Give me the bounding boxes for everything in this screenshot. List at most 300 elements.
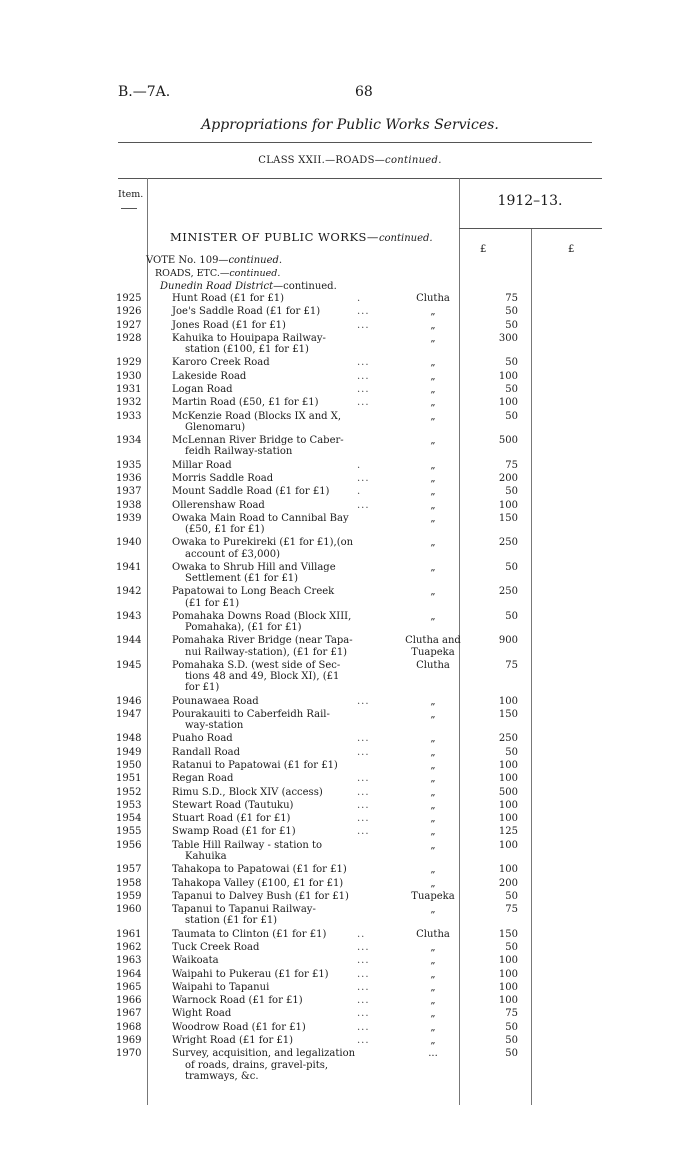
district-line: „ (430, 786, 436, 798)
item-number: 1969 (116, 1035, 142, 1046)
item-number: 1964 (116, 968, 142, 980)
electoral-district (393, 384, 473, 395)
description-line: Hunt Road (£1 for £1) (172, 293, 285, 304)
electoral-district (393, 747, 473, 758)
year-rule (459, 228, 602, 229)
amount-value: 250 (498, 537, 518, 549)
description-line: station (£1 for £1) (185, 915, 278, 927)
electoral-district (393, 611, 473, 622)
electoral-district (393, 800, 473, 811)
inner-amount-divider (531, 228, 532, 1105)
leader-dots: ... (357, 370, 370, 382)
description-line: of roads, drains, gravel-pits, (185, 1059, 329, 1071)
district-line: Tuapeka (411, 646, 455, 658)
description-line: Taumata to Clinton (£1 for £1) (172, 928, 327, 940)
item-description (172, 660, 382, 694)
electoral-district (393, 995, 473, 1006)
description-line: Randall Road (172, 746, 241, 758)
electoral-district (393, 486, 473, 497)
year-column-header: 1912–13. (497, 193, 563, 209)
item-number: 1950 (116, 759, 142, 771)
item-description (172, 904, 382, 926)
description-line: Puaho Road (172, 733, 233, 745)
amount-value: 900 (498, 635, 518, 647)
amount-value: 50 (505, 561, 518, 573)
item-description (172, 982, 382, 993)
electoral-district (393, 562, 473, 573)
district-line: „ (430, 486, 436, 498)
minister-heading: MINISTER OF PUBLIC WORKS—continued. (170, 230, 433, 244)
description-line: Mount Saddle Road (£1 for £1) (172, 486, 330, 498)
district-line: Clutha (416, 659, 450, 671)
item-number: 1967 (116, 1008, 142, 1020)
leader-dots: ... (357, 786, 370, 798)
table-top-rule (118, 178, 602, 179)
item-description (172, 800, 382, 811)
amount-value: 75 (505, 459, 518, 471)
district-line: „ (430, 561, 436, 573)
item-description (172, 1008, 382, 1019)
description-line: tions 48 and 49, Block XI), (£1 (185, 671, 340, 682)
leader-dots: ... (357, 813, 370, 825)
electoral-district (393, 411, 473, 422)
amount-value: 50 (505, 410, 518, 422)
item-description (172, 537, 382, 559)
electoral-district (393, 969, 473, 980)
amount-value: 50 (505, 941, 518, 953)
item-number: 1960 (116, 904, 142, 916)
item-number: 1942 (116, 586, 142, 598)
description-line: (£50, £1 for £1) (185, 524, 265, 535)
district-line: „ (430, 955, 436, 967)
item-number: 1937 (116, 486, 142, 498)
leader-dots: ... (357, 733, 370, 745)
item-description (172, 513, 382, 535)
electoral-district (393, 955, 473, 966)
item-description (172, 486, 382, 497)
item-number: 1954 (116, 813, 142, 825)
item-description (172, 460, 382, 471)
district-line: „ (430, 981, 436, 993)
item-description (172, 878, 382, 889)
amount-value: 100 (498, 813, 518, 825)
electoral-district (393, 397, 473, 408)
amount-value: 100 (498, 799, 518, 811)
leader-dots: ... (357, 746, 370, 758)
description-line: Table Hill Railway - station to (172, 839, 323, 851)
description-line: Pourakauiti to Caberfeidh Rail- (172, 708, 330, 720)
item-number: 1949 (116, 746, 142, 758)
electoral-district (393, 473, 473, 484)
amount-value: 50 (505, 486, 518, 498)
district-line: „ (430, 904, 436, 916)
item-number: 1957 (116, 864, 142, 876)
amount-value: 50 (505, 306, 518, 318)
item-header-underline (121, 208, 137, 209)
district-line: „ (430, 1035, 436, 1046)
item-description (172, 586, 382, 608)
amount-value: 100 (498, 695, 518, 707)
district-line: „ (430, 864, 436, 876)
item-number: 1938 (116, 499, 142, 511)
leader-dots: ... (357, 981, 370, 993)
description-line: Tapanui to Tapanui Railway- (172, 904, 316, 916)
item-description (172, 306, 382, 317)
leader-dots: ... (357, 799, 370, 811)
district-line: „ (430, 695, 436, 707)
amount-value: 100 (498, 968, 518, 980)
district-line: „ (430, 512, 436, 524)
item-number: 1951 (116, 773, 142, 785)
leader-dots: ... (357, 1008, 370, 1020)
electoral-district (393, 760, 473, 771)
item-number: 1952 (116, 786, 142, 798)
description-line: Woodrow Road (£1 for £1) (172, 1021, 306, 1033)
electoral-district (393, 904, 473, 915)
district-line: Clutha (416, 293, 450, 304)
electoral-district (393, 982, 473, 993)
item-description (172, 1035, 382, 1046)
electoral-district (393, 333, 473, 344)
electoral-district (393, 357, 473, 368)
description-line: McLennan River Bridge to Caber- (172, 435, 344, 447)
item-description (172, 635, 382, 657)
district-line: „ (430, 537, 436, 549)
description-line: Swamp Road (£1 for £1) (172, 826, 296, 838)
item-description (172, 773, 382, 784)
district-line: „ (430, 459, 436, 471)
amount-value: 200 (498, 472, 518, 484)
district-line: „ (430, 995, 436, 1007)
amount-value: 250 (498, 733, 518, 745)
leader-dots: ... (357, 397, 370, 409)
item-description (172, 384, 382, 395)
amount-value: 50 (505, 1021, 518, 1033)
description-line: Survey, acquisition, and legalization (172, 1048, 356, 1060)
item-number: 1966 (116, 995, 142, 1007)
amount-value: 500 (498, 786, 518, 798)
item-description (172, 760, 382, 771)
item-description (172, 357, 382, 368)
item-number: 1939 (116, 512, 142, 524)
item-number: 1929 (116, 357, 142, 369)
amount-value: 100 (498, 759, 518, 771)
leader-dots: . (357, 293, 362, 304)
electoral-district (393, 1048, 473, 1059)
description-line: Martin Road (£50, £1 for £1) (172, 397, 319, 409)
item-description (172, 397, 382, 408)
amount-value: 200 (498, 877, 518, 889)
amount-value: 150 (498, 928, 518, 940)
item-number: 1968 (116, 1021, 142, 1033)
description-line: Pounawaea Road (172, 695, 259, 707)
item-number: 1955 (116, 826, 142, 838)
leader-dots: ... (357, 826, 370, 838)
district-line: „ (430, 1021, 436, 1033)
description-line: Kahuika (185, 850, 227, 862)
amount-value: 150 (498, 708, 518, 720)
description-line: nui Railway-station), (£1 for £1) (185, 646, 348, 658)
item-description (172, 473, 382, 484)
district-line: „ (430, 306, 436, 318)
description-line: (£1 for £1) (185, 597, 240, 609)
description-line: Settlement (£1 for £1) (185, 573, 299, 584)
item-description (172, 320, 382, 331)
electoral-district (393, 371, 473, 382)
amount-value: 100 (498, 499, 518, 511)
district-line: „ (430, 733, 436, 745)
leader-dots: ... (357, 499, 370, 511)
item-number: 1962 (116, 941, 142, 953)
leader-dots: ... (357, 357, 370, 369)
description-line: Regan Road (172, 773, 234, 785)
item-description (172, 733, 382, 744)
electoral-district (393, 787, 473, 798)
amount-value: 50 (505, 746, 518, 758)
amount-value: 50 (505, 357, 518, 369)
item-description (172, 696, 382, 707)
description-line: Stewart Road (Tautuku) (172, 799, 294, 811)
description-line: account of £3,000) (185, 548, 281, 560)
document-reference: B.—7A. (118, 84, 171, 100)
description-line: Ollerenshaw Road (172, 499, 265, 511)
item-number: 1946 (116, 695, 142, 707)
amount-value: 100 (498, 995, 518, 1007)
district-line: „ (430, 610, 436, 622)
description-line: Owaka to Shrub Hill and Village (172, 561, 336, 573)
district-line: Tuapeka (411, 890, 455, 902)
item-number: 1932 (116, 397, 142, 409)
electoral-district (393, 500, 473, 511)
district-line: „ (430, 499, 436, 511)
item-description (172, 813, 382, 824)
description-line: Joe's Saddle Road (£1 for £1) (172, 306, 321, 318)
amount-value: 75 (505, 904, 518, 916)
district-line: „ (430, 472, 436, 484)
item-number: 1970 (116, 1048, 142, 1060)
leader-dots: ... (357, 995, 370, 1007)
item-description (172, 435, 382, 457)
page-number: 68 (355, 84, 373, 100)
item-number: 1925 (116, 293, 142, 304)
leader-dots: . (357, 486, 362, 498)
item-number: 1953 (116, 799, 142, 811)
district-line: „ (430, 773, 436, 785)
amount-value: 100 (498, 397, 518, 409)
district-line: „ (430, 1008, 436, 1020)
item-description (172, 709, 382, 731)
item-description (172, 787, 382, 798)
electoral-district (393, 586, 473, 597)
district-line: Clutha (416, 928, 450, 940)
leader-dots: ... (357, 1021, 370, 1033)
item-description (172, 500, 382, 511)
district-line: „ (430, 759, 436, 771)
description-line: Pomahaka Downs Road (Block XIII, (172, 610, 352, 622)
district-line: „ (430, 384, 436, 395)
item-number: 1931 (116, 384, 142, 395)
amount-value: 50 (505, 384, 518, 395)
item-description (172, 747, 382, 758)
district-line: „ (430, 410, 436, 422)
electoral-district (393, 1008, 473, 1019)
leader-dots: ... (357, 941, 370, 953)
item-number: 1959 (116, 890, 142, 902)
amount-value: 75 (505, 1008, 518, 1020)
description-line: Morris Saddle Road (172, 472, 274, 484)
item-number: 1927 (116, 319, 142, 331)
class-title: CLASS XXII.—ROADS—continued. (258, 155, 442, 166)
district-line: „ (430, 586, 436, 598)
electoral-district (393, 733, 473, 744)
district-line: „ (430, 319, 436, 331)
item-description (172, 955, 382, 966)
item-number: 1948 (116, 733, 142, 745)
description-line: station (£100, £1 for £1) (185, 344, 309, 356)
amount-value: 300 (498, 332, 518, 344)
leader-dots: ... (357, 319, 370, 331)
item-description (172, 840, 382, 862)
item-number: 1940 (116, 537, 142, 549)
item-number: 1926 (116, 306, 142, 318)
description-line: Jones Road (£1 for £1) (172, 319, 286, 331)
pound-symbol-column-1: £ (480, 244, 487, 255)
district-line: „ (430, 968, 436, 980)
district-line: „ (430, 799, 436, 811)
item-number: 1941 (116, 561, 142, 573)
electoral-district (393, 293, 473, 304)
leader-dots: ... (357, 1035, 370, 1046)
leader-dots: ... (357, 955, 370, 967)
item-description (172, 293, 382, 304)
description-line: Tuck Creek Road (172, 941, 260, 953)
item-number: 1958 (116, 877, 142, 889)
description-line: Tapanui to Dalvey Bush (£1 for £1) (172, 890, 349, 902)
amount-value: 75 (505, 293, 518, 304)
amount-value: 50 (505, 319, 518, 331)
description-line: way-station (185, 720, 244, 731)
district-line: Clutha and (405, 635, 461, 647)
amount-value: 125 (498, 826, 518, 838)
district-line: „ (430, 813, 436, 825)
description-line: Pomahaka S.D. (west side of Sec- (172, 659, 341, 671)
item-description (172, 611, 382, 633)
title-rule (118, 142, 592, 143)
description-line: Waikoata (172, 955, 219, 967)
district-line: „ (430, 357, 436, 369)
description-line: Karoro Creek Road (172, 357, 270, 369)
district-line: ... (428, 1048, 438, 1060)
item-number: 1956 (116, 839, 142, 851)
leader-dots: ... (357, 384, 370, 395)
district-line: „ (430, 746, 436, 758)
electoral-district (393, 864, 473, 875)
item-description (172, 562, 382, 584)
amount-value: 150 (498, 512, 518, 524)
description-line: Pomahaka River Bridge (near Tapa- (172, 635, 353, 647)
description-line: Warnock Road (£1 for £1) (172, 995, 303, 1007)
vote-heading: VOTE No. 109—continued. (146, 255, 283, 266)
amount-value: 100 (498, 773, 518, 785)
district-line: „ (430, 370, 436, 382)
item-column-header: Item. (118, 189, 144, 200)
amount-value: 100 (498, 981, 518, 993)
district-line: „ (430, 332, 436, 344)
item-number: 1963 (116, 955, 142, 967)
item-description (172, 995, 382, 1006)
item-number: 1930 (116, 370, 142, 382)
description-line: Millar Road (172, 459, 232, 471)
description-line: for £1) (185, 682, 220, 694)
electoral-district (393, 435, 473, 446)
item-description (172, 371, 382, 382)
item-description (172, 929, 382, 940)
electoral-district (393, 709, 473, 720)
item-column-divider (147, 178, 148, 1105)
amount-value: 50 (505, 1035, 518, 1046)
description-line: Kahuika to Houipapa Railway- (172, 332, 326, 344)
leader-dots: ... (357, 695, 370, 707)
description-line: McKenzie Road (Blocks IX and X, (172, 410, 342, 422)
electoral-district (393, 1035, 473, 1046)
leader-dots: . (357, 459, 362, 471)
electoral-district (393, 773, 473, 784)
leader-dots: ... (357, 306, 370, 318)
amount-value: 100 (498, 370, 518, 382)
leader-dots: .. (357, 928, 366, 940)
item-description (172, 942, 382, 953)
item-number: 1935 (116, 459, 142, 471)
item-description (172, 411, 382, 433)
electoral-district (393, 696, 473, 707)
description-line: Tahakopa Valley (£100, £1 for £1) (172, 877, 344, 889)
description-line: Ratanui to Papatowai (£1 for £1) (172, 759, 338, 771)
page-title: Appropriations for Public Works Services. (201, 117, 499, 133)
description-line: Logan Road (172, 384, 233, 395)
description-line: tramways, &c. (185, 1070, 259, 1082)
district-line: „ (430, 941, 436, 953)
description-line: Owaka to Purekireki (£1 for £1),(on (172, 537, 354, 549)
district-line: „ (430, 397, 436, 409)
item-number: 1947 (116, 708, 142, 720)
item-number: 1934 (116, 435, 142, 447)
leader-dots: ... (357, 472, 370, 484)
electoral-district (393, 320, 473, 331)
description-line: Glenomaru) (185, 421, 246, 433)
electoral-district (393, 929, 473, 940)
electoral-district (393, 840, 473, 851)
amount-value: 75 (505, 659, 518, 671)
pound-symbol-column-2: £ (568, 244, 575, 255)
electoral-district (393, 306, 473, 317)
item-number: 1965 (116, 981, 142, 993)
item-description (172, 891, 382, 902)
description-line: Waipahi to Pukerau (£1 for £1) (172, 968, 329, 980)
item-description (172, 1022, 382, 1033)
item-number: 1928 (116, 332, 142, 344)
electoral-district (393, 891, 473, 902)
item-number: 1936 (116, 472, 142, 484)
description-line: Pomahaka), (£1 for £1) (185, 622, 302, 633)
district-line: „ (430, 839, 436, 851)
electoral-district (393, 660, 473, 671)
electoral-district (393, 942, 473, 953)
item-description (172, 1048, 382, 1082)
amount-value: 50 (505, 890, 518, 902)
item-description (172, 826, 382, 837)
electoral-district (393, 513, 473, 524)
electoral-district (393, 460, 473, 471)
